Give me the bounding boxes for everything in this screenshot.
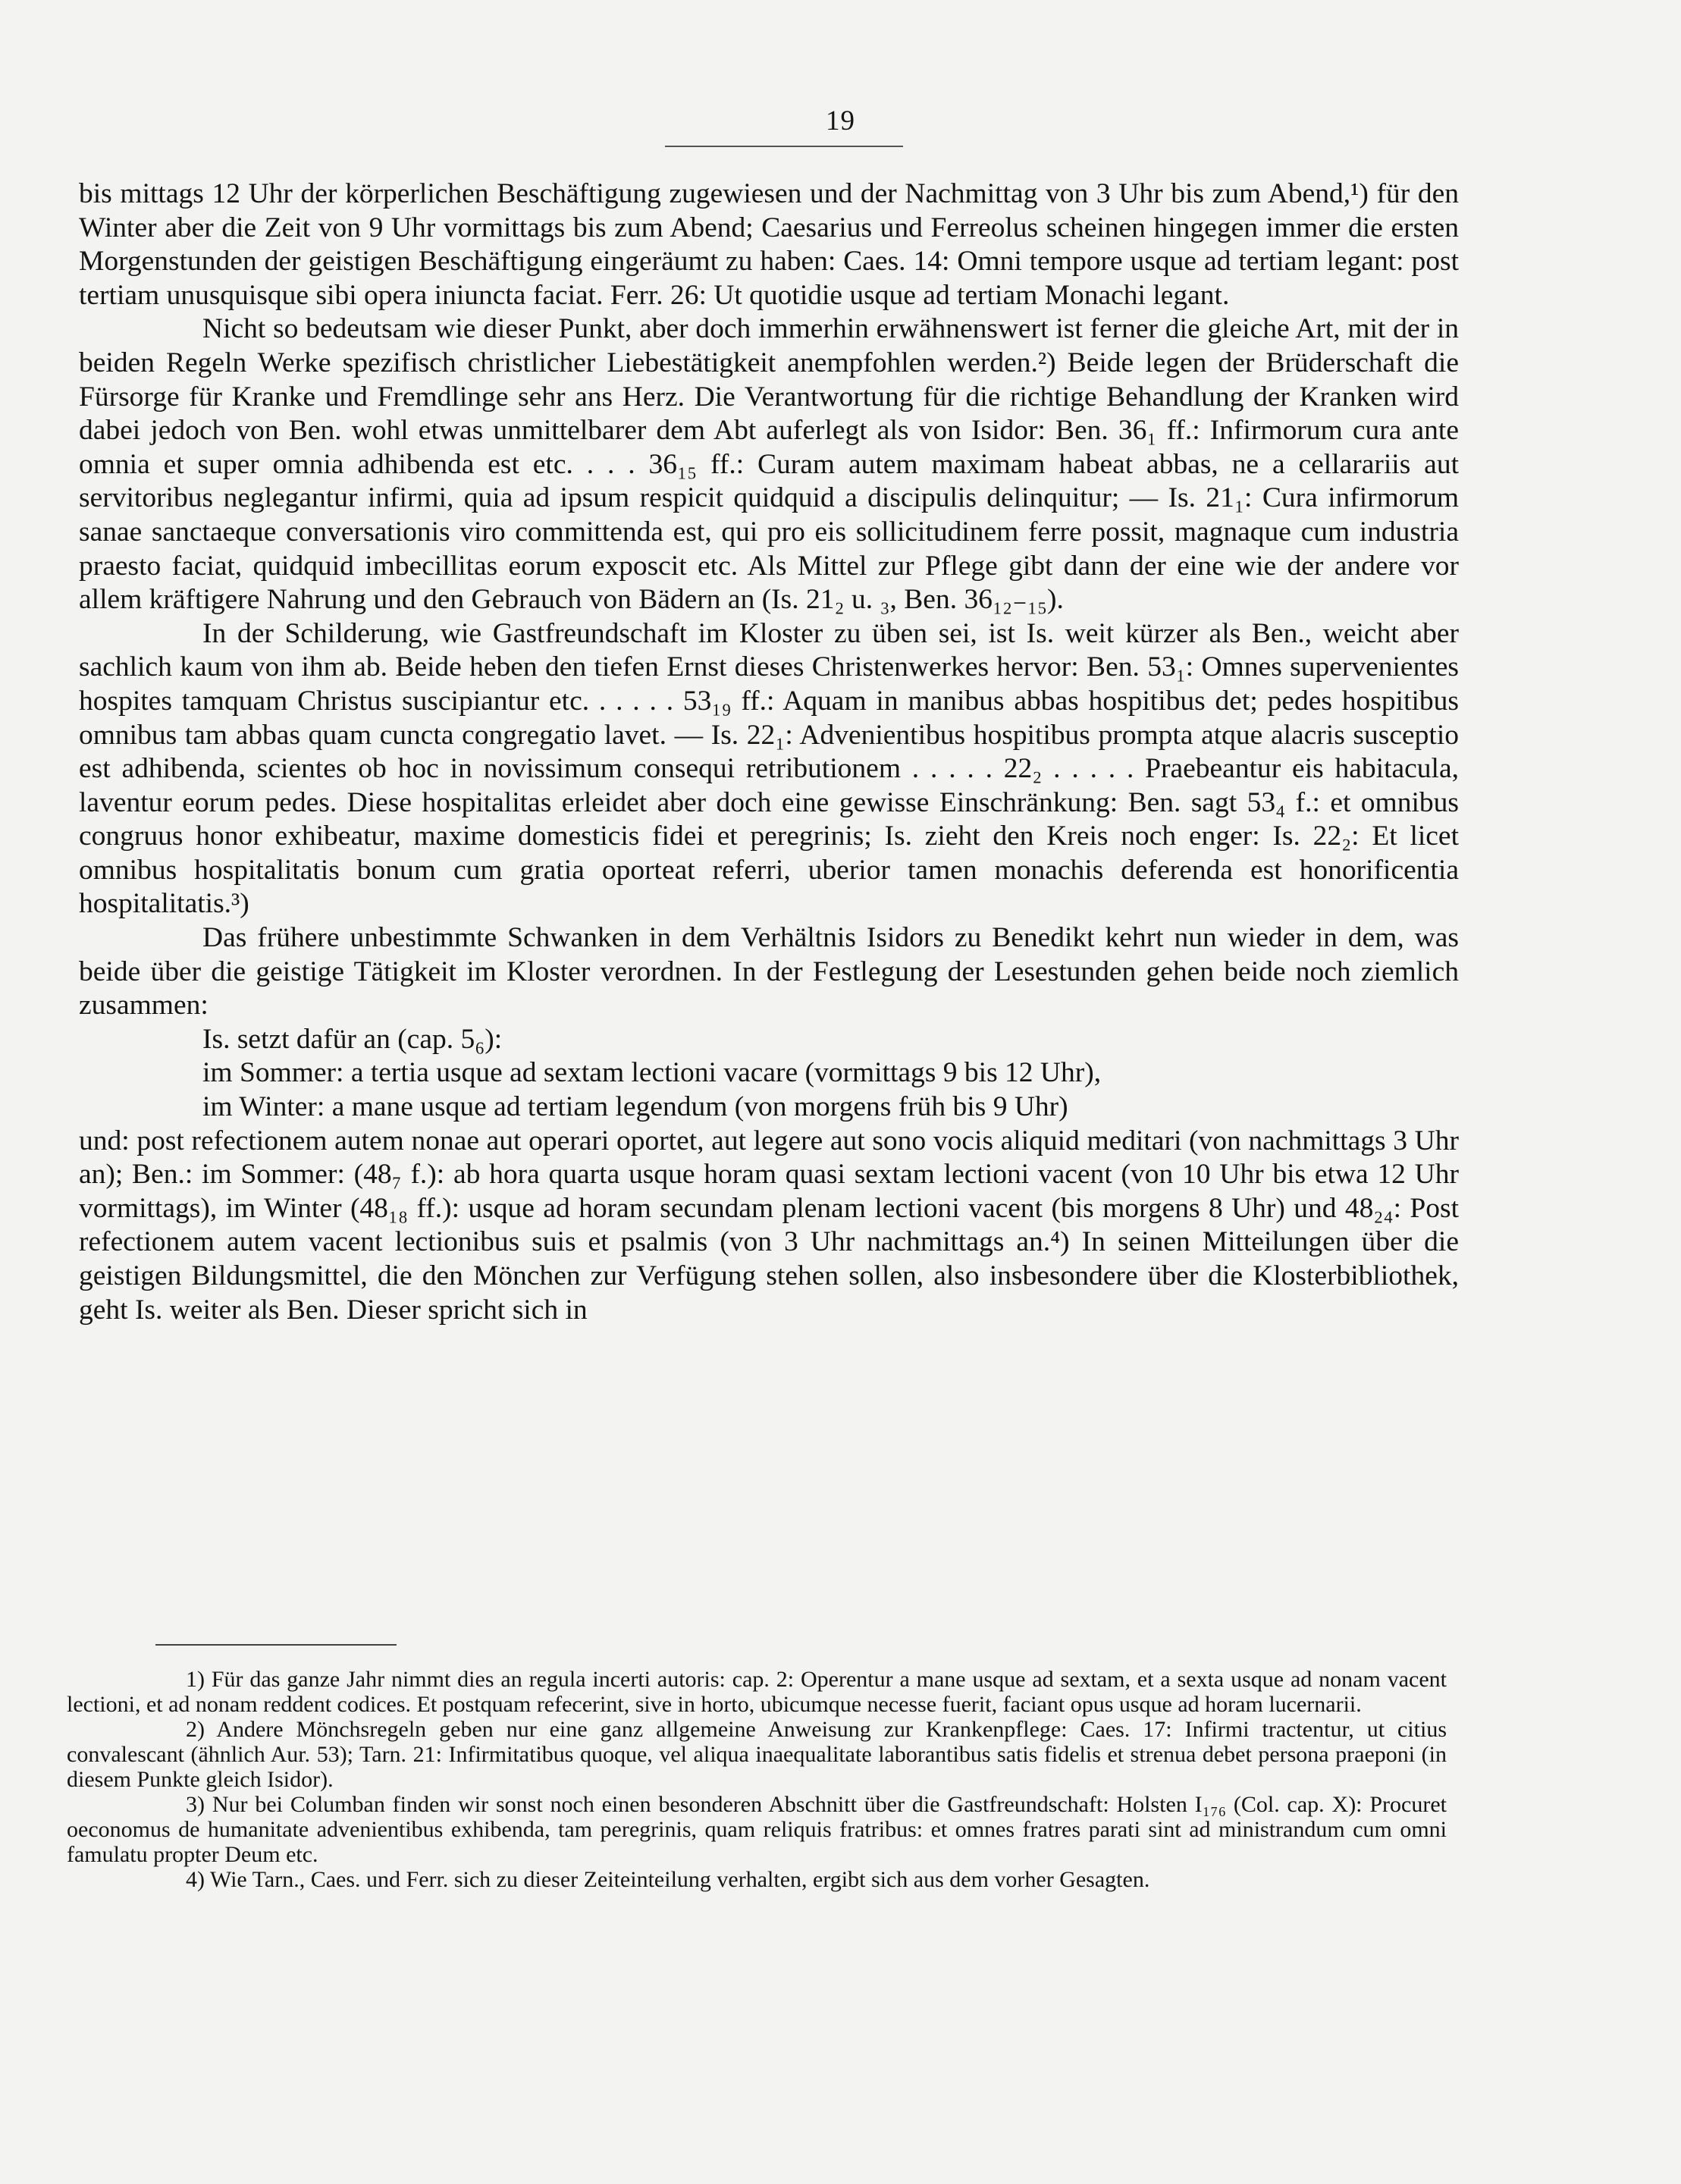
paragraph-4: Das frühere unbestimmte Schwanken in dem Verhältnis Isidors zu Benedikt kehrt nun wieder in dem, was beide über die geistige Tätigkeit im Kloster verordnen. In der Festlegung der Lesestunden gehen beide noch ziemlich zusammen:	[79, 922, 1459, 1021]
footnote-4: 4) Wie Tarn., Caes. und Ferr. sich zu dieser Zeiteinteilung verhalten, ergibt sich aus dem vorher Gesagten.	[186, 1867, 1150, 1892]
paragraph-2: Nicht so bedeutsam wie dieser Punkt, aber doch immerhin erwähnenswert ist ferner die gleiche Art, mit der in beiden Regeln Werke spezifisch christlicher Liebestätigkeit anempfohlen werden.²) Beide legen der Brüderschaft die Fürsorge für Kranke und Fremdlinge sehr ans Herz. Die Verantwortung für die richtige Behandlung der Kranken wird dabei jedoch von Ben. wohl etwas unmittelbarer dem Abt auferlegt als von Isidor: Ben. 36₁ ff.: Infirmorum cura ante omnia et super omnia adhibenda est etc. . . . 36₁₅ ff.: Curam autem maximam habeat abbas, ne a cellarariis aut servitoribus neglegantur infirmi, quia ad ipsum respicit quidquid a discipulis delinquitur; — Is. 21₁: Cura infirmorum sanae sanctaeque conversationis viro committenda est, qui pro eis sollicitudinem ferre possit, magnaque cum industria praesto faciat, quidquid imbecillitas eorum exposcit etc. Als Mittel zur Pflege gibt dann der eine wie der andere vor allem kräftigere Nahrung und den Gebrauch von Bädern an (Is. 21₂ u. ₃, Ben. 36₁₂₋₁₅).	[79, 313, 1459, 616]
main-text	[79, 177, 1459, 1327]
footnote-rule	[155, 1644, 397, 1646]
footnote-3: 3) Nur bei Columban finden wir sonst noch einen besonderen Abschnitt über die Gastfreundschaft: Holsten I₁₇₆ (Col. cap. X): Procuret oeconomus de humanitate advenientibus exhibenda, tam peregrinis, quam reliquis fratribus: et omnes fratres parati sint ad ministrandum cum omni famulatu propter Deum etc.	[67, 1792, 1447, 1867]
paragraph-3: In der Schilderung, wie Gastfreundschaft im Kloster zu üben sei, ist Is. weit kürzer als Ben., weicht aber sachlich kaum von ihm ab. Beide heben den tiefen Ernst dieses Christenwerkes hervor: Ben. 53₁: Omnes supervenientes hospites tamquam Christus suscipiantur etc. . . . . . 53₁₉ ff.: Aquam in manibus abbas hospitibus det; pedes hospitibus omnibus tam abbas quam cuncta congregatio lavet. — Is. 22₁: Advenientibus hospitibus prompta atque alacris susceptio est adhibenda, scientes ob hoc in novissimum consequi retributionem . . . . . 22₂ . . . . . Praebeantur eis habitacula, laventur eorum pedes. Diese hospitalitas erleidet aber doch eine gewisse Einschränkung: Ben. sagt 53₄ f.: et omnibus congruus honor exhibeatur, maxime domesticis fidei et peregrinis; Is. zieht den Kreis noch enger: Is. 22₂: Et licet omnibus hospitalitatis bonum cum gratia oporteat referri, uberior tamen monachis deferenda est honorificentia hospitalitatis.³)	[79, 617, 1459, 920]
paragraph-6: im Sommer: a tertia usque ad sextam lectioni vacare (vormittags 9 bis 12 Uhr),	[202, 1057, 1102, 1089]
footnote-2: 2) Andere Mönchsregeln geben nur eine ganz allgemeine Anweisung zur Krankenpflege: Caes. 17: Infirmi tractentur, ut citius convalescant (ähnlich Aur. 53); Tarn. 21: Infirmitatibus quoque, vel aliqua inaequalitate laborantibus satis fidelis et strenua debet persona praeponi (in diesem Punkte gleich Isidor).	[67, 1717, 1447, 1792]
paragraph-8: und: post refectionem autem nonae aut operari oportet, aut legere aut sono vocis aliquid meditari (von nachmittags 3 Uhr an); Ben.: im Sommer: (48₇ f.): ab hora quarta usque horam quasi sextam lectioni vacent (von 10 Uhr bis etwa 12 Uhr vormittags), im Winter (48₁₈ ff.): usque ad horam secundam plenam lectioni vacent (bis morgens 8 Uhr) und 48₂₄: Post refectionem autem vacent lectionibus suis et psalmis (von 3 Uhr nachmittags an.⁴) In seinen Mitteilungen über die geistigen Bildungsmittel, die den Mönchen zur Verfügung stehen sollen, also insbesondere über die Klosterbibliothek, geht Is. weiter als Ben. Dieser spricht sich in	[79, 1125, 1459, 1326]
paragraph-5: Is. setzt dafür an (cap. 5₆):	[202, 1023, 503, 1055]
footnote-1: 1) Für das ganze Jahr nimmt dies an regula incerti autoris: cap. 2: Operentur a mane usque ad sextam, et a sexta usque ad nonam vacent lectioni, et ad nonam reddent codices. Et postquam refecerint, sive in horto, ubicumque necesse fuerit, faciant opus usque ad horam lucernarii.	[67, 1667, 1447, 1717]
page-number: 19	[826, 105, 855, 136]
paragraph-1: bis mittags 12 Uhr der körperlichen Beschäftigung zugewiesen und der Nachmittag von 3 Uhr bis zum Abend,¹) für den Winter aber die Zeit von 9 Uhr vormittags bis zum Abend; Caesarius und Ferreolus scheinen hingegen immer die ersten Morgenstunden der geistigen Beschäftigung eingeräumt zu haben: Caes. 14: Omni tempore usque ad tertiam legant: post tertiam unusquisque sibi opera iniuncta faciat. Ferr. 26: Ut quotidie usque ad tertiam Monachi legant.	[79, 178, 1459, 311]
header-rule	[665, 146, 903, 147]
paragraph-7: im Winter: a mane usque ad tertiam legendum (von morgens früh bis 9 Uhr)	[202, 1091, 1068, 1123]
footnotes	[67, 1667, 1447, 1892]
